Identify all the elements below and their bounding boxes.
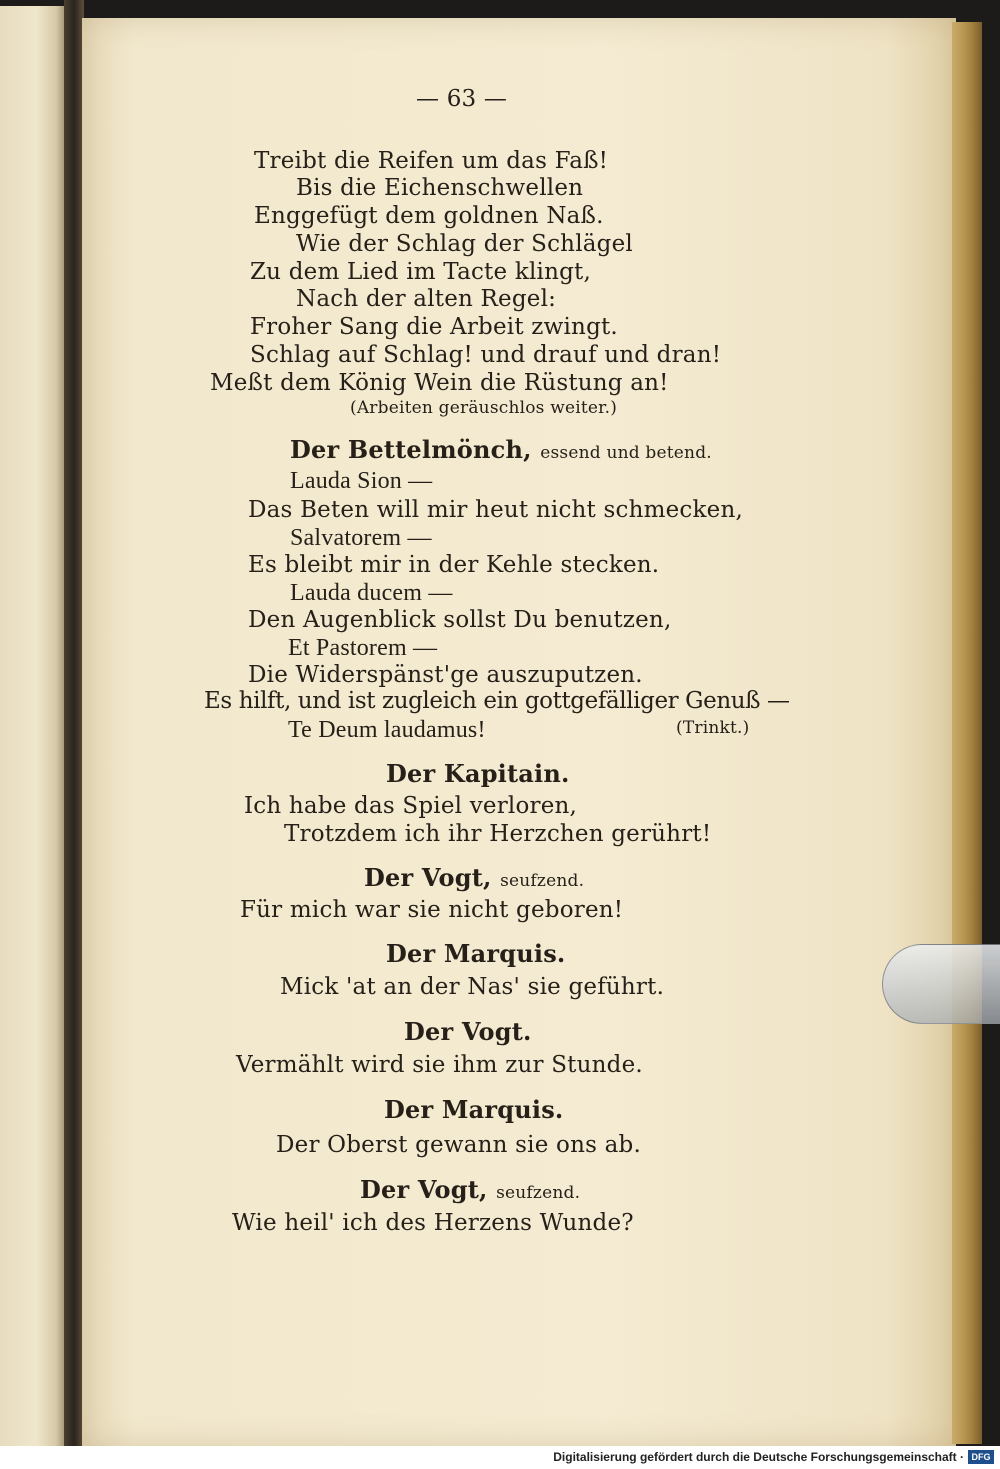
speaker-heading: [360, 1175, 581, 1204]
left-page-edge: [0, 6, 68, 1446]
speaker-name: Der Bettelmönch,: [290, 435, 532, 464]
speaker-name: Der Marquis.: [384, 1095, 564, 1124]
verse-line: Das Beten will mir heut nicht schmecken,: [248, 497, 743, 523]
verse-line: Zu dem Lied im Tacte klingt,: [250, 259, 591, 285]
funding-credit: Digitalisierung gefördert durch die Deutsche Forschungsgemeinschaft ·: [553, 1450, 964, 1464]
verse-line: Vermählt wird sie ihm zur Stunde.: [236, 1052, 643, 1078]
verse-line: Schlag auf Schlag! und drauf und dran!: [250, 342, 722, 368]
verse-line: Froher Sang die Arbeit zwingt.: [250, 314, 618, 340]
dfg-logo: DFG: [968, 1450, 994, 1464]
page-stack-edge: [952, 22, 982, 1444]
page-number: — 63 —: [416, 86, 508, 112]
book-gutter: [64, 0, 84, 1469]
latin-line: Salvatorem —: [290, 525, 432, 551]
speaker-name: Der Vogt.: [404, 1017, 532, 1046]
speaker-heading: [290, 435, 712, 464]
speaker-heading: [364, 863, 585, 892]
latin-line: Lauda ducem —: [290, 580, 453, 606]
latin-line: Te Deum laudamus!: [288, 717, 486, 743]
verse-line: Es bleibt mir in der Kehle stecken.: [248, 552, 660, 578]
verse-line: Den Augenblick sollst Du benutzen,: [248, 607, 672, 633]
stage-direction: (Arbeiten geräuschlos weiter.): [350, 398, 618, 418]
speaker-name: Der Vogt,: [364, 863, 492, 892]
stage-direction: essend und betend.: [540, 443, 712, 463]
stage-direction: seufzend.: [500, 871, 585, 891]
latin-line: Lauda Sion —: [290, 468, 433, 494]
verse-line: Nach der alten Regel:: [296, 286, 557, 312]
verse-line: Der Oberst gewann sie ons ab.: [276, 1132, 641, 1158]
speaker-name: Der Kapitain.: [386, 759, 570, 788]
verse-line: Wie der Schlag der Schlägel: [296, 231, 633, 257]
stage-direction: (Trinkt.): [676, 718, 750, 738]
verse-line: Bis die Eichenschwellen: [296, 175, 584, 201]
verse-line: Wie heil' ich des Herzens Wunde?: [232, 1210, 634, 1236]
verse-line: Mick 'at an der Nas' sie geführt.: [280, 974, 665, 1000]
verse-line: Ich habe das Spiel verloren,: [244, 793, 578, 819]
stage-direction: seufzend.: [496, 1183, 581, 1203]
verse-line: Meßt dem König Wein die Rüstung an!: [210, 370, 669, 396]
verse-line: Trotzdem ich ihr Herzchen gerührt!: [284, 821, 712, 847]
speaker-name: Der Vogt,: [360, 1175, 488, 1204]
verse-line: Enggefügt dem goldnen Naß.: [254, 203, 604, 229]
verse-line: Treibt die Reifen um das Faß!: [254, 148, 609, 174]
verse-line: Es hilft, und ist zugleich ein gottgefälliger Genuß —: [204, 688, 790, 714]
verse-line: Für mich war sie nicht geboren!: [240, 897, 624, 923]
speaker-name: Der Marquis.: [386, 939, 566, 968]
page-tab-marker: [882, 944, 1000, 1024]
latin-line: Et Pastorem —: [288, 635, 438, 661]
footer-bar: [0, 1446, 1000, 1469]
verse-line: Die Widerspänst'ge auszuputzen.: [248, 662, 643, 688]
